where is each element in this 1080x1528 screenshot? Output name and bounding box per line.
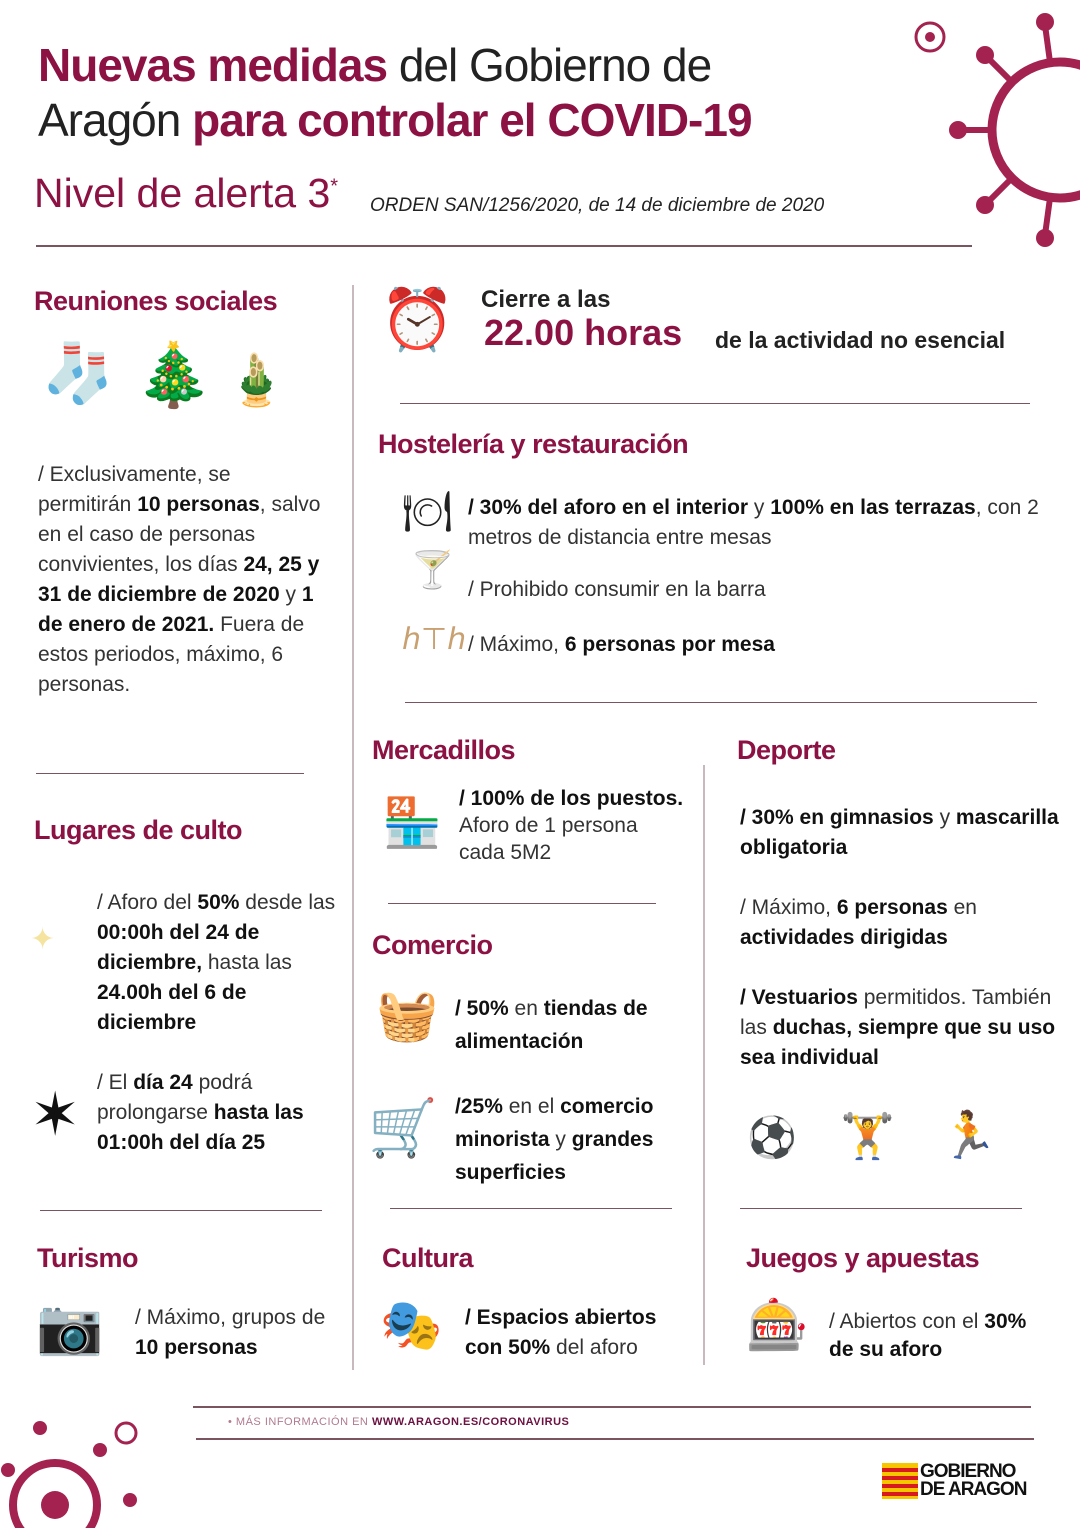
text-segment: comercio minorista xyxy=(455,1095,654,1151)
section-title-cultura: Cultura xyxy=(382,1243,473,1273)
deporte-text-2 xyxy=(740,893,1060,953)
market-stall-icon: 🏪 xyxy=(382,797,442,850)
text-segment: desde las xyxy=(239,891,336,914)
text-segment: día 24 xyxy=(133,1071,193,1094)
text-segment: / 100% de los puestos. xyxy=(459,787,684,810)
divider xyxy=(390,1208,672,1209)
theater-masks-icon: 🎭 xyxy=(380,1297,443,1353)
alarm-clock-icon: ⏰ xyxy=(380,286,455,353)
soccer-ball-icon: ⚽ xyxy=(747,1116,797,1160)
title-rest-1: del Gobierno de xyxy=(387,39,712,91)
small-virus-icon xyxy=(905,12,955,62)
deporte-text-1 xyxy=(740,803,1060,863)
more-info-link[interactable]: WWW.ARAGON.ES/CORONAVIRUS xyxy=(371,1416,570,1428)
text-segment: / Máximo, xyxy=(468,633,565,656)
cocktail-icon: 🍸 xyxy=(410,549,455,590)
text-segment: del aforo xyxy=(550,1336,638,1359)
reuniones-text xyxy=(38,460,328,700)
section-title-comercio: Comercio xyxy=(372,930,493,960)
text-segment: y xyxy=(549,1128,572,1151)
shopping-cart-icon: 🛒 xyxy=(368,1096,438,1159)
text-segment: 6 personas por mesa xyxy=(564,633,775,656)
hosteleria-text-2 xyxy=(468,575,1048,605)
column-divider xyxy=(352,285,354,1370)
divider xyxy=(740,1208,1022,1209)
text-segment: / El xyxy=(97,1071,134,1094)
text-segment: 6 personas xyxy=(836,896,948,919)
text-segment: 00:00h del 24 de diciembre, xyxy=(97,921,260,974)
text-segment: / Máximo, grupos de xyxy=(135,1306,326,1329)
cierre-label: Cierre a las xyxy=(481,286,611,313)
text-segment: Fuera de estos periodos, máximo, 6 personas. xyxy=(38,613,305,696)
text-segment: , salvo en el caso de personas convivientes, los días xyxy=(38,493,321,576)
hosteleria-text-3 xyxy=(468,630,1048,660)
mercadillos-text xyxy=(459,785,684,866)
culto-text-2 xyxy=(97,1068,342,1158)
divider xyxy=(196,1438,1034,1440)
ornaments-icon: 🎍 xyxy=(225,352,288,408)
section-title-reuniones: Reuniones sociales xyxy=(34,286,278,316)
text-segment: 24.00h del 6 de diciembre xyxy=(97,981,247,1034)
text-segment: actividades dirigidas xyxy=(740,926,948,949)
text-segment: en xyxy=(947,896,977,919)
section-title-hosteleria: Hostelería y restauración xyxy=(378,429,689,459)
order-reference: ORDEN SAN/1256/2020, de 14 de diciembre de 2020 xyxy=(370,195,825,216)
text-segment: y xyxy=(279,583,302,606)
star-icon: ✶ xyxy=(30,1081,81,1148)
juegos-text xyxy=(829,1308,1049,1364)
section-title-deporte: Deporte xyxy=(737,735,836,765)
text-segment: 100% en las terrazas xyxy=(770,496,976,519)
text-segment: / Exclusivamente, se permitirán xyxy=(38,463,231,516)
alert-mark: * xyxy=(330,175,339,198)
text-segment: 30% de su aforo xyxy=(829,1310,1027,1361)
serving-cloche-icon: 🍽 xyxy=(402,490,453,534)
aragon-flag-icon xyxy=(882,1463,918,1499)
more-info: • MÁS INFORMACIÓN EN WWW.ARAGON.ES/CORONAVIRUS xyxy=(228,1416,570,1428)
text-segment: y xyxy=(933,806,956,829)
culto-text-1 xyxy=(97,888,347,1038)
text-segment: / 50% xyxy=(455,997,509,1020)
text-segment: / Máximo, xyxy=(740,896,837,919)
more-info-label: MÁS INFORMACIÓN EN xyxy=(235,1416,372,1428)
comercio-text-1 xyxy=(455,992,695,1058)
cierre-hour: 22.00 horas xyxy=(484,312,683,353)
casino-chips-icon: 🎰 xyxy=(746,1297,809,1353)
christmas-tree-icon: 🎄 xyxy=(135,341,213,410)
text-segment: , con 2 metros de distancia entre mesas xyxy=(468,496,1039,549)
text-segment: /25% xyxy=(455,1095,503,1118)
deporte-text-3 xyxy=(740,983,1070,1073)
runner-icon: 🏃 xyxy=(940,1109,998,1161)
text-segment: en xyxy=(508,997,544,1020)
text-segment: / Prohibido consumir en la barra xyxy=(468,578,766,601)
divider xyxy=(400,403,1030,404)
text-segment: podrá prolongarse xyxy=(97,1071,253,1124)
cierre-rest: de la actividad no esencial xyxy=(715,327,1006,353)
text-segment: / Abiertos con el xyxy=(829,1310,985,1333)
text-segment: 10 personas xyxy=(137,493,260,516)
logo-line-2: DE ARAGON xyxy=(920,1479,1027,1500)
cultura-text xyxy=(465,1303,695,1363)
text-segment: 50% xyxy=(197,891,240,914)
divider xyxy=(388,903,656,904)
text-segment: tiendas de alimentación xyxy=(455,997,648,1053)
text-segment: / 30% en gimnasios xyxy=(740,806,934,829)
text-segment: hasta las xyxy=(202,951,292,974)
text-segment: duchas, siempre que su uso sea individual xyxy=(740,1016,1056,1069)
section-title-mercadillos: Mercadillos xyxy=(372,735,516,765)
alert-text: Nivel de alerta 3 xyxy=(34,170,331,216)
turismo-text xyxy=(135,1303,345,1363)
alert-level xyxy=(34,170,338,217)
text-segment: 1 de enero de 2021. xyxy=(38,583,314,636)
text-segment: / Vestuarios xyxy=(740,986,858,1009)
text-segment: 24, 25 y 31 de diciembre de 2020 xyxy=(38,553,320,606)
virus-icon xyxy=(940,0,1080,260)
text-segment: 10 personas xyxy=(135,1336,258,1359)
comercio-text-2 xyxy=(455,1090,700,1189)
text-segment: / Espacios abiertos con 50% xyxy=(465,1306,657,1359)
section-title-juegos: Juegos y apuestas xyxy=(746,1243,980,1273)
divider xyxy=(36,773,304,774)
divider xyxy=(40,1210,322,1211)
text-segment: hasta las 01:00h del día 25 xyxy=(97,1101,304,1154)
section-title-culto: Lugares de culto xyxy=(34,815,243,845)
divider xyxy=(36,245,972,247)
weightlifter-icon: 🏋 xyxy=(840,1112,895,1161)
text-segment: grandes superficies xyxy=(455,1128,654,1184)
text-segment: en el xyxy=(502,1095,561,1118)
camera-icon: 📷 xyxy=(36,1297,104,1357)
table-chairs-icon: ℎ⊤ℎ xyxy=(402,623,467,656)
title-bold-2: para controlar el COVID-19 xyxy=(192,94,752,146)
text-segment: y xyxy=(748,496,771,519)
logo-line-1: GOBIERNO xyxy=(920,1461,1016,1482)
section-title-turismo: Turismo xyxy=(37,1243,139,1273)
gobierno-aragon-logo xyxy=(882,1463,1026,1499)
text-segment: Aforo de 1 persona cada 5M2 xyxy=(459,814,638,864)
column-divider xyxy=(703,765,705,1365)
text-segment: permitidos. También las xyxy=(740,986,1052,1039)
title-bold-1: Nuevas medidas xyxy=(38,39,388,91)
small-virus-icon-bottom xyxy=(108,1415,144,1451)
christmas-stocking-icon: 🧦 xyxy=(42,341,115,406)
divider xyxy=(405,702,1037,703)
grocery-basket-icon: 🧺 xyxy=(376,987,439,1043)
candle-light-icon: ✦ xyxy=(30,923,56,956)
hosteleria-text-1 xyxy=(468,493,1048,553)
title-start-2: Aragón xyxy=(38,94,193,146)
text-segment: / 30% del aforo en el interior xyxy=(468,496,749,519)
divider xyxy=(193,1406,1031,1408)
page-title xyxy=(38,38,752,148)
text-segment: mascarilla obligatoria xyxy=(740,806,1059,859)
text-segment: / Aforo del xyxy=(97,891,198,914)
